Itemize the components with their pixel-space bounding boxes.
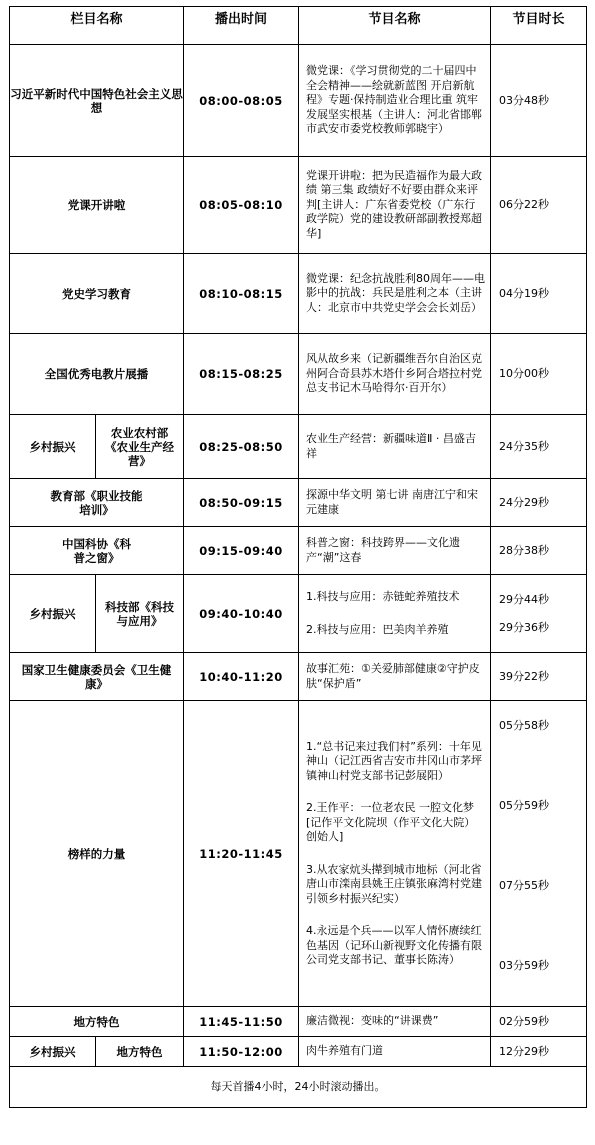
table-row [10,157,587,254]
table-row [10,334,587,415]
table-row [10,653,587,701]
duration: 06分22秒 [491,157,587,254]
table-row [10,527,587,575]
program-item: 4.永远是个兵——以军人情怀赓续红色基因（记环山新视野文化传播有限公司党支部书记、董事长陈涛） [306,924,483,966]
table-row [10,1007,587,1037]
table-row [10,701,587,1007]
air-time: 08:05-08:10 [184,157,299,254]
air-time: 08:10-08:15 [184,254,299,334]
column-name: 地方特色 [10,1007,184,1037]
header-duration: 节目时长 [491,7,587,45]
duration: 12分29秒 [491,1037,587,1067]
duration: 04分19秒 [491,254,587,334]
air-time: 11:50-12:00 [184,1037,299,1067]
duration: 28分38秒 [491,527,587,575]
air-time: 08:25-08:50 [184,415,299,479]
table-row [10,45,587,157]
duration-item: 29分36秒 [499,620,550,634]
air-time: 11:45-11:50 [184,1007,299,1037]
sub-column-name: 农业农村部《农业生产经营》 [96,415,184,479]
column-name: 国家卫生健康委员会《卫生健康》 [10,653,184,701]
duration: 24分35秒 [491,415,587,479]
table-row [10,254,587,334]
program-name: 廉洁微视：变味的“讲课费” [299,1007,491,1037]
program-name: 党课开讲啦：把为民造福作为最大政绩 第三集 政绩好不好要由群众来评判[主讲人：广东省委党校（广东行政学院）党的建设教研部副教授郑超华] [299,157,491,254]
air-time: 09:15-09:40 [184,527,299,575]
column-name: 乡村振兴 [10,415,96,479]
column-name: 乡村振兴 [10,575,96,653]
column-name: 党史学习教育 [10,254,184,334]
program-name: 风从故乡来（记新疆维吾尔自治区克州阿合奇县苏木塔什乡阿合塔拉村党总支书记木马哈得尔·百开尔） [299,334,491,415]
column-name: 党课开讲啦 [10,157,184,254]
column-name: 中国科协《科普之窗》 [10,527,184,575]
footer-row [10,1067,587,1108]
program-name: 肉牛养殖有门道 [299,1037,491,1067]
duration-item: 07分55秒 [499,879,550,892]
header-column-name: 栏目名称 [10,7,184,45]
program-item: 1.“总书记来过我们村”系列：十年见神山（记江西省吉安市井冈山市茅坪镇神山村党支部书记彭展阳） [306,739,483,782]
program-item: 1.科技与应用：赤链蛇养殖技术 [306,590,460,603]
air-time: 08:00-08:05 [184,45,299,157]
duration [491,575,587,653]
sub-column-name: 地方特色 [96,1037,184,1067]
program-item: 2.王作平：一位老农民 一腔文化梦[记作平文化院坝（作平文化大院）创始人] [306,801,476,843]
duration-item: 05分59秒 [499,799,550,812]
duration: 24分29秒 [491,479,587,527]
program-name: 微党课：纪念抗战胜利80周年——电影中的抗战：兵民是胜利之本（主讲人：北京市中共党史学会会长刘岳） [299,254,491,334]
table-row [10,415,587,479]
sub-column-name: 科技部《科技与应用》 [96,575,184,653]
header-row [10,7,587,45]
program-item: 2.科技与应用：巴美肉羊养殖 [306,622,449,636]
footer-note: 每天首播4小时，24小时滚动播出。 [10,1067,587,1108]
duration: 10分00秒 [491,334,587,415]
air-time: 11:20-11:45 [184,701,299,1007]
duration-item: 03分59秒 [499,959,550,972]
program-name: 探源中华文明 第七讲 南唐江宁和宋元建康 [299,479,491,527]
program-name: 农业生产经营：新疆味道Ⅱ · 昌盛吉祥 [299,415,491,479]
air-time: 09:40-10:40 [184,575,299,653]
header-time: 播出时间 [184,7,299,45]
program-name [299,701,491,1007]
column-name: 乡村振兴 [10,1037,96,1067]
air-time: 08:50-09:15 [184,479,299,527]
program-name [299,575,491,653]
table-row [10,479,587,527]
schedule-table [9,6,587,1108]
header-program: 节目名称 [299,7,491,45]
duration: 03分48秒 [491,45,587,157]
air-time: 10:40-11:20 [184,653,299,701]
column-name: 教育部《职业技能培训》 [10,479,184,527]
table-row [10,575,587,653]
duration-item: 05分58秒 [499,719,550,732]
program-name: 故事汇苑：①关爱肺部健康②守护皮肤“保护盾” [299,653,491,701]
duration: 39分22秒 [491,653,587,701]
duration: 02分59秒 [491,1007,587,1037]
program-item: 3.从农家炕头撵到城市地标（河北省唐山市滦南县姚王庄镇张麻湾村党建引领乡村振兴纪实） [306,862,483,905]
program-name: 微党课：《学习贯彻党的二十届四中全会精神——绘就新蓝图 开启新航程》专题·保持制造业合理比重 筑牢发展坚实根基（主讲人：河北省邯郸市武安市委党校教师郭晓宇） [299,45,491,157]
column-name: 全国优秀电教片展播 [10,334,184,415]
table-row [10,1037,587,1067]
duration [491,701,587,1007]
duration-item: 29分44秒 [499,592,550,606]
column-name: 榜样的力量 [10,701,184,1007]
column-name: 习近平新时代中国特色社会主义思想 [10,45,184,157]
program-name: 科普之窗：科技跨界——文化遗产“潮”这春 [299,527,491,575]
air-time: 08:15-08:25 [184,334,299,415]
